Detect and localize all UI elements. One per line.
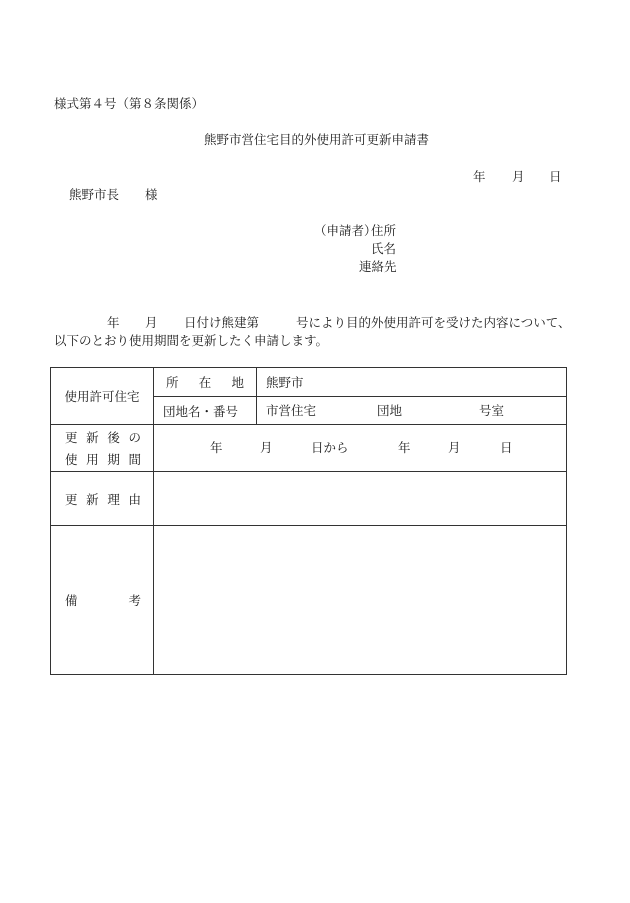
housing-label-cell [51, 368, 154, 425]
date-year: 年 [473, 169, 486, 184]
addressee-honorific: 様 [145, 187, 158, 202]
body-number-suffix: 号により目的外使用許可を受けた内容について、 [296, 315, 571, 330]
addressee-name: 熊野市長 [69, 187, 120, 202]
period-label-line-2: 使 用 期 間 [65, 452, 141, 467]
body-line-2: 以下のとおり使用期間を更新したく申請します。 [54, 333, 329, 348]
period-label-cell [51, 425, 154, 472]
reason-value-cell[interactable] [154, 472, 567, 526]
room-suffix: 号室 [479, 403, 505, 418]
reason-label-cell [51, 472, 154, 526]
location-label: 所 在 地 [166, 375, 244, 390]
location-label-cell [154, 368, 257, 397]
body-day-suffix: 日付け熊建第 [184, 315, 260, 330]
period-value-cell[interactable] [154, 425, 567, 472]
period-month-1: 月 [260, 440, 273, 455]
remarks-label-cell [51, 526, 154, 675]
period-month-2: 月 [448, 440, 461, 455]
body-year: 年 [107, 315, 120, 330]
period-year-1: 年 [210, 440, 223, 455]
complex-label: 団地名・番号 [163, 403, 239, 419]
reason-label: 更 新 理 由 [65, 491, 141, 507]
applicant-contact-label: 連絡先 [359, 259, 397, 274]
complex-label-cell [154, 397, 257, 425]
document-title: 熊野市営住宅目的外使用許可更新申請書 [204, 132, 430, 147]
body-month: 月 [145, 315, 158, 330]
complex-value-cell[interactable] [257, 397, 567, 425]
housing-label: 使用許可住宅 [64, 389, 140, 404]
date-day: 日 [549, 169, 562, 184]
date-month: 月 [512, 169, 525, 184]
application-table [50, 367, 567, 675]
period-day-2: 日 [500, 440, 513, 455]
complex-prefix: 市営住宅 [266, 403, 317, 418]
location-value: 熊野市 [266, 375, 304, 390]
complex-suffix: 団地 [377, 403, 403, 418]
form-number: 様式第４号（第８条関係） [54, 96, 205, 111]
applicant-address-label: 住所 [371, 223, 397, 238]
remarks-label: 備 考 [65, 593, 141, 608]
location-value-cell[interactable] [257, 368, 567, 397]
period-day-1: 日から [311, 440, 349, 455]
applicant-label: （申請者） [314, 223, 377, 238]
remarks-value-cell[interactable] [154, 526, 567, 675]
period-year-2: 年 [398, 440, 411, 455]
period-label-line-1: 更 新 後 の [65, 430, 141, 445]
applicant-name-label: 氏名 [371, 241, 397, 256]
